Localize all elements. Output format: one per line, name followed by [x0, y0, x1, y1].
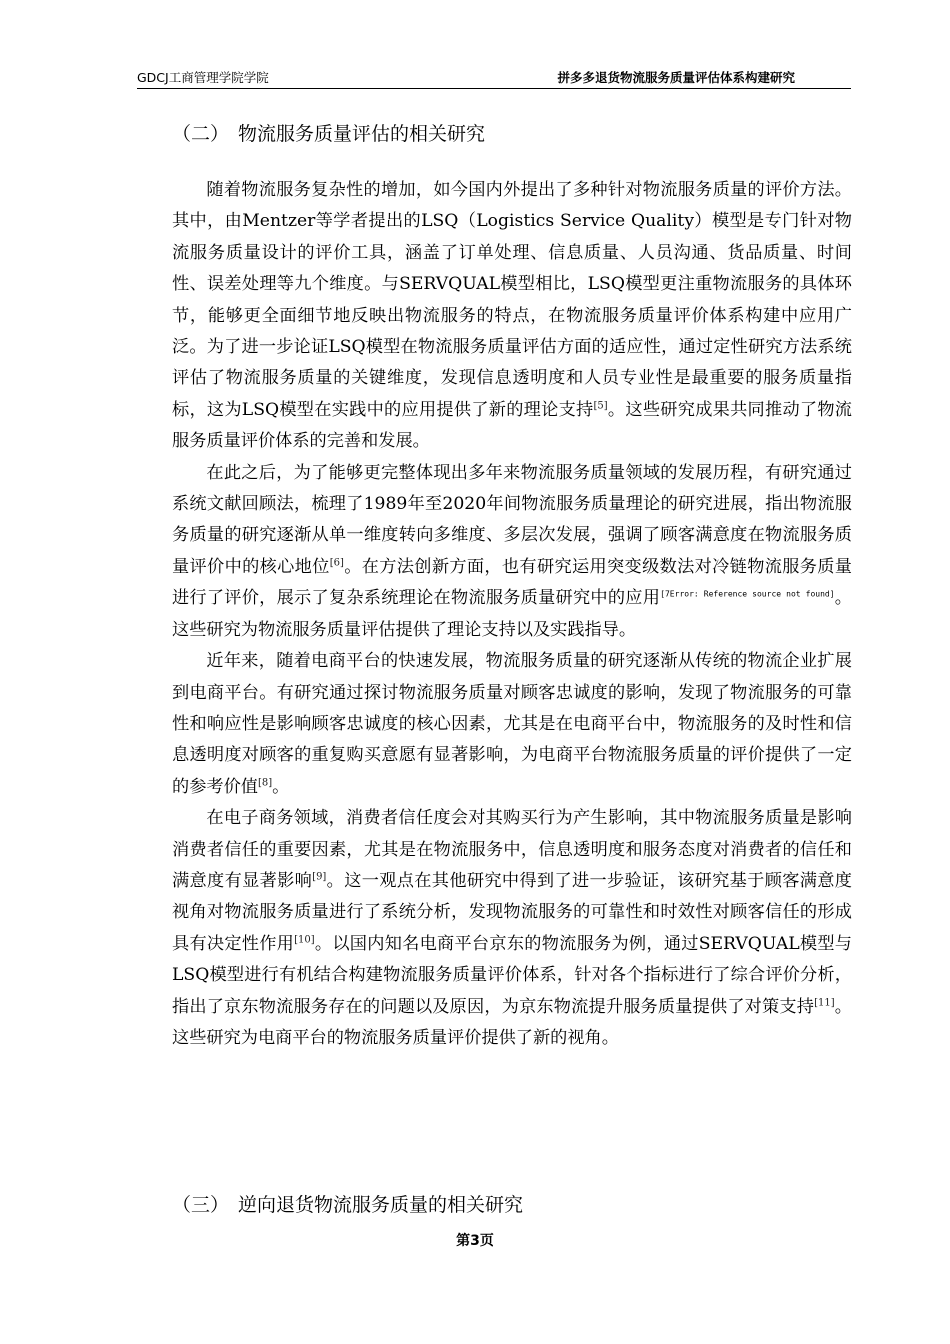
citation-5: [5]	[593, 400, 608, 412]
citation-11: [11]	[814, 996, 835, 1008]
citation-10: [10]	[294, 934, 315, 946]
citation-7-error: [7Error: Reference source not found]	[660, 589, 835, 599]
header-thesis-title: 拼多多退货物流服务质量评估体系构建研究	[557, 70, 795, 85]
text-run: 在此之后，为了能够更完整体现出多年来物流服务质量领域的发展历程，有研究通过系统文献回顾法，梳理了1989年至2020年间物流服务质量理论的研究进展，指出物流服务质量的研究逐渐从单一维度转向多维度、多层次发展，强调了顾客满意度在物流服务质量评价中的核心地位	[172, 462, 852, 577]
text-run: 。以国内知名电商平台京东的物流服务为例，通过SERVQUAL模型与LSQ模型进行有机结合构建物流服务质量评价体系，针对各个指标进行了综合评价分析，指出了京东物流服务存在的问题以及原因，为京东物流提升服务质量提供了对策支持	[172, 933, 852, 1017]
text-run: 随着物流服务复杂性的增加，如今国内外提出了多种针对物流服务质量的评价方法。其中，由Mentzer等学者提出的LSQ（Logistics Service Quality）模型是专门针对物流服务质量设计的评价工具，涵盖了订单处理、信息质量、人员沟通、货品质量、时间性、误差处理等九个维度。与SERVQUAL模型相比，LSQ模型更注重物流服务的具体环节，能够更全面细节地反映出物流服务的特点，在物流服务质量评价体系构建中应用广泛。为了进一步论证LSQ模型在物流服务质量评估方面的适应性，通过定性研究方法系统评估了物流服务质量的关键维度，发现信息透明度和人员专业性是最重要的服务质量指标，这为LSQ模型在实践中的应用提供了新的理论支持	[172, 180, 852, 420]
body-text	[172, 175, 852, 1054]
text-run: 在电子商务领域，消费者信任度会对其购买行为产生影响，其中物流服务质量是影响消费者信任的重要因素，尤其是在物流服务中，信息透明度和服务态度对消费者的信任和满意度有显著影响	[172, 808, 852, 891]
text-run: 。	[272, 776, 290, 797]
text-run: 。这一观点在其他研究中得到了进一步验证，该研究基于顾客满意度视角对物流服务质量进行了系统分析，发现物流服务的可靠性和时效性对顾客信任的形成具有决定性作用	[172, 870, 852, 954]
section-title-text: 逆向退货物流服务质量的相关研究	[238, 1194, 524, 1216]
text-run: 。在方法创新方面，也有研究运用突变级数法对冷链物流服务质量进行了评价，展示了复杂系统理论在物流服务质量研究中的应用	[172, 556, 852, 609]
paragraph-2	[172, 458, 852, 646]
section-number: （三）	[172, 1194, 230, 1216]
page-number: 第3页	[456, 1233, 494, 1249]
paragraph-3	[172, 646, 852, 803]
citation-9: [9]	[312, 871, 327, 883]
text-run: 近年来，随着电商平台的快速发展，物流服务质量的研究逐渐从传统的物流企业扩展到电商平台。有研究通过探讨物流服务质量对顾客忠诚度的影响，发现了物流服务的可靠性和响应性是影响顾客忠诚度的核心因素，尤其是在电商平台中，物流服务的及时性和信息透明度对顾客的重复购买意愿有显著影响，为电商平台物流服务质量的评价提供了一定的参考价值	[172, 651, 852, 797]
header-institution: GDCJ工商管理学院学院	[137, 70, 269, 85]
section-title-text: 物流服务质量评估的相关研究	[238, 123, 486, 145]
section-number: （二）	[172, 123, 230, 145]
paragraph-4	[172, 803, 852, 1054]
text-run: 。这些研究为电商平台的物流服务质量评价提供了新的视角。	[172, 996, 852, 1048]
page-header	[137, 66, 851, 89]
citation-8: [8]	[257, 776, 273, 788]
citation-6: [6]	[329, 557, 344, 569]
text-run: 。这些研究成果共同推动了物流服务质量评价体系的完善和发展。	[172, 399, 852, 452]
text-run: 。这些研究为物流服务质量评估提供了理论支持以及实践指导。	[172, 588, 852, 640]
section-heading-3	[172, 1190, 523, 1217]
paragraph-1	[172, 175, 852, 458]
section-heading-2	[172, 119, 485, 146]
